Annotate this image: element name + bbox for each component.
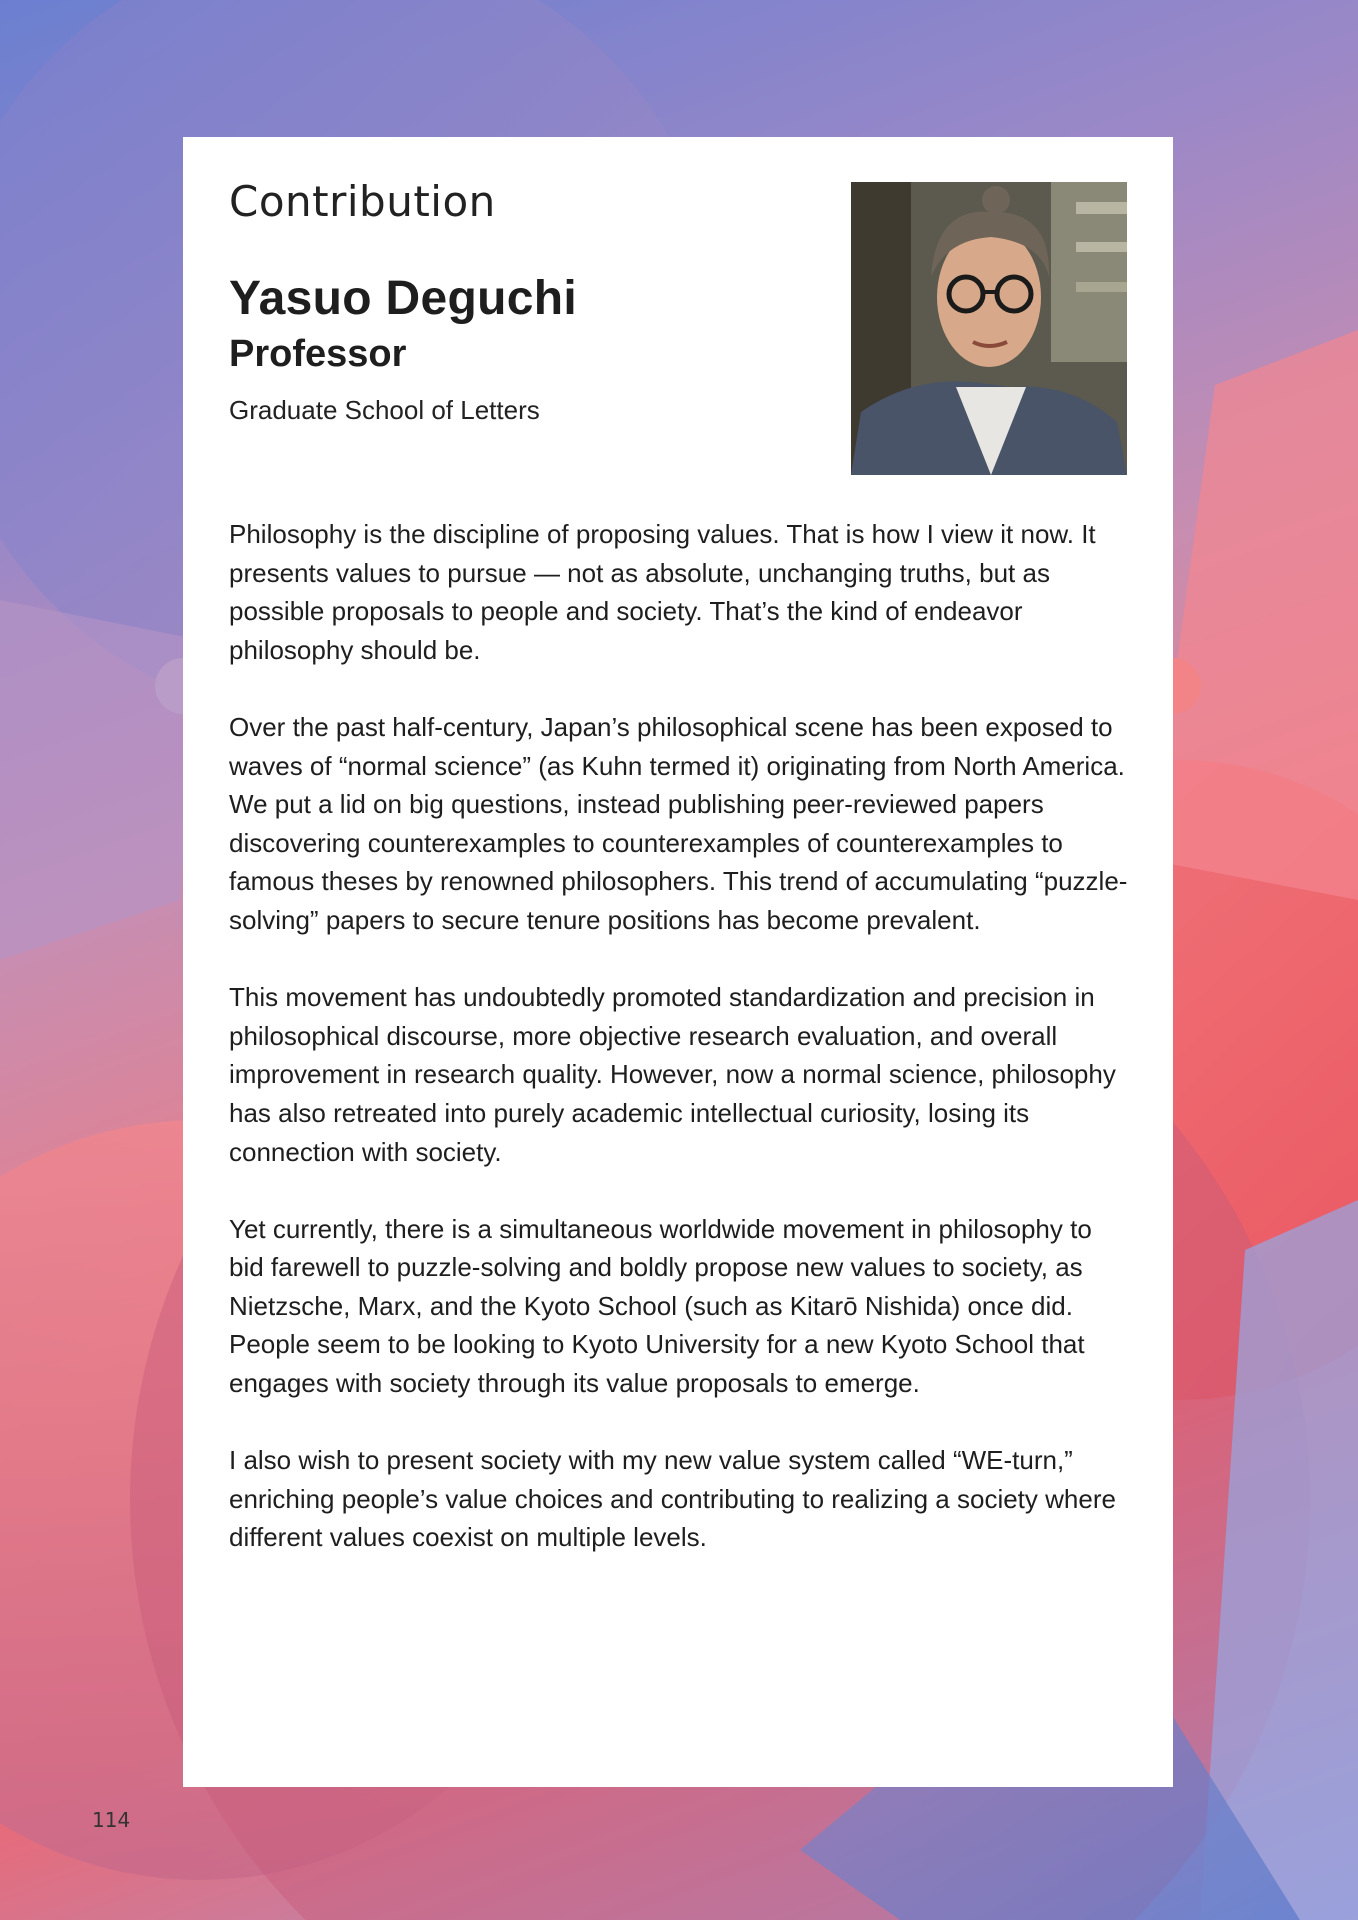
article-card — [183, 137, 1173, 1787]
body-paragraph: I also wish to present society with my new value system called “WE-turn,” enriching people’s value choices and contributing to realizing a society where different values coexist on multiple levels. — [229, 1445, 1116, 1553]
portrait-photo — [851, 182, 1127, 475]
article-body — [229, 515, 1129, 1596]
body-paragraph: Philosophy is the discipline of proposing values. That is how I view it now. It presents values to pursue — not as absolute, unchanging truths, but as possible proposals to people and society. That’s the kind of endeavor philosophy should be. — [229, 519, 1096, 665]
body-paragraph: Yet currently, there is a simultaneous worldwide movement in philosophy to bid farewell to puzzle-solving and boldly propose new values to society, as Nietzsche, Marx, and the Kyoto School (such as Kitarō Nishida) once did. People seem to be looking to Kyoto University for a new Kyoto School that engages with society through its value proposals to emerge. — [229, 1213, 1092, 1399]
author-name: Yasuo Deguchi — [229, 272, 577, 325]
section-label: Contribution — [229, 177, 496, 226]
body-paragraph: Over the past half-century, Japan’s philosophical scene has been exposed to waves of “normal science” (as Kuhn termed it) originating from North America. We put a lid on big questions, instead publishing peer-reviewed papers discovering counterexamples to counterexamples of counterexamples to famous theses by renowned philosophers. This trend of accumulating “puzzle-solving” papers to secure tenure positions has become prevalent. — [229, 711, 1128, 935]
author-title: Professor — [229, 333, 407, 375]
page-number: 114 — [92, 1808, 131, 1832]
author-department: Graduate School of Letters — [229, 395, 540, 425]
body-paragraph: This movement has undoubtedly promoted standardization and precision in philosophical discourse, more objective research evaluation, and overall improvement in research quality. However, now a normal science, philosophy has also retreated into purely academic intellectual curiosity, losing its connection with society. — [229, 982, 1116, 1167]
